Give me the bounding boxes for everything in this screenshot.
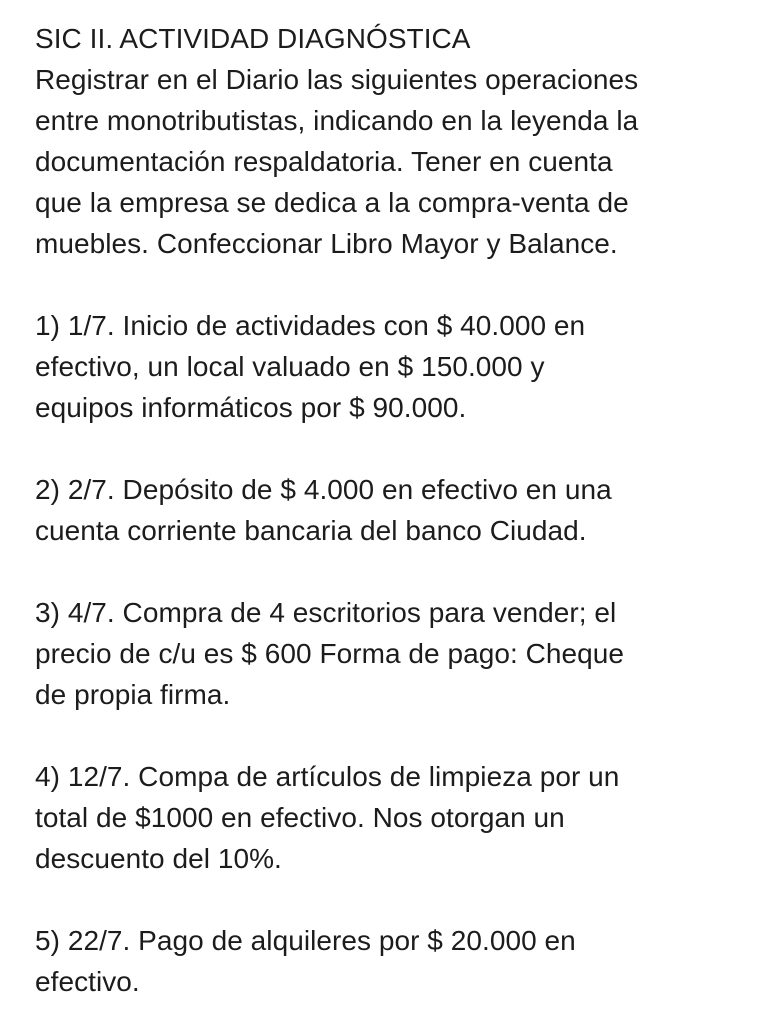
operation-line: 3) 4/7. Compra de 4 escritorios para vender; el [35, 597, 617, 628]
intro-line: documentación respaldatoria. Tener en cuenta [35, 146, 613, 177]
operation-line: equipos informáticos por $ 90.000. [35, 392, 467, 423]
operation-line: 4) 12/7. Compa de artículos de limpieza por un [35, 761, 620, 792]
paragraph-gap [35, 551, 748, 592]
intro-line: muebles. Confeccionar Libro Mayor y Balance. [35, 228, 618, 259]
operation-line: total de $1000 en efectivo. Nos otorgan un [35, 802, 565, 833]
operation-line: 2) 2/7. Depósito de $ 4.000 en efectivo en una [35, 474, 612, 505]
operation-item-1 [35, 305, 748, 428]
document-header [35, 18, 748, 264]
operation-line: cuenta corriente bancaria del banco Ciudad. [35, 515, 587, 546]
operation-line: descuento del 10%. [35, 843, 282, 874]
document-title: SIC II. ACTIVIDAD DIAGNÓSTICA [35, 23, 471, 54]
intro-line: entre monotributistas, indicando en la leyenda la [35, 105, 639, 136]
intro-line: Registrar en el Diario las siguientes operaciones [35, 64, 639, 95]
operation-item-2 [35, 469, 748, 551]
paragraph-gap [35, 879, 748, 920]
operation-line: efectivo, un local valuado en $ 150.000 y [35, 351, 545, 382]
operation-line: precio de c/u es $ 600 Forma de pago: Cheque [35, 638, 625, 669]
operation-item-3 [35, 592, 748, 715]
operation-item-5 [35, 920, 748, 1002]
operation-line: 5) 22/7. Pago de alquileres por $ 20.000 en [35, 925, 576, 956]
operation-item-4 [35, 756, 748, 879]
intro-line: que la empresa se dedica a la compra-venta de [35, 187, 629, 218]
operation-line: efectivo. [35, 966, 140, 997]
operation-line: de propia firma. [35, 679, 231, 710]
paragraph-gap [35, 264, 748, 305]
paragraph-gap [35, 428, 748, 469]
operation-line: 1) 1/7. Inicio de actividades con $ 40.000 en [35, 310, 586, 341]
paragraph-gap [35, 715, 748, 756]
